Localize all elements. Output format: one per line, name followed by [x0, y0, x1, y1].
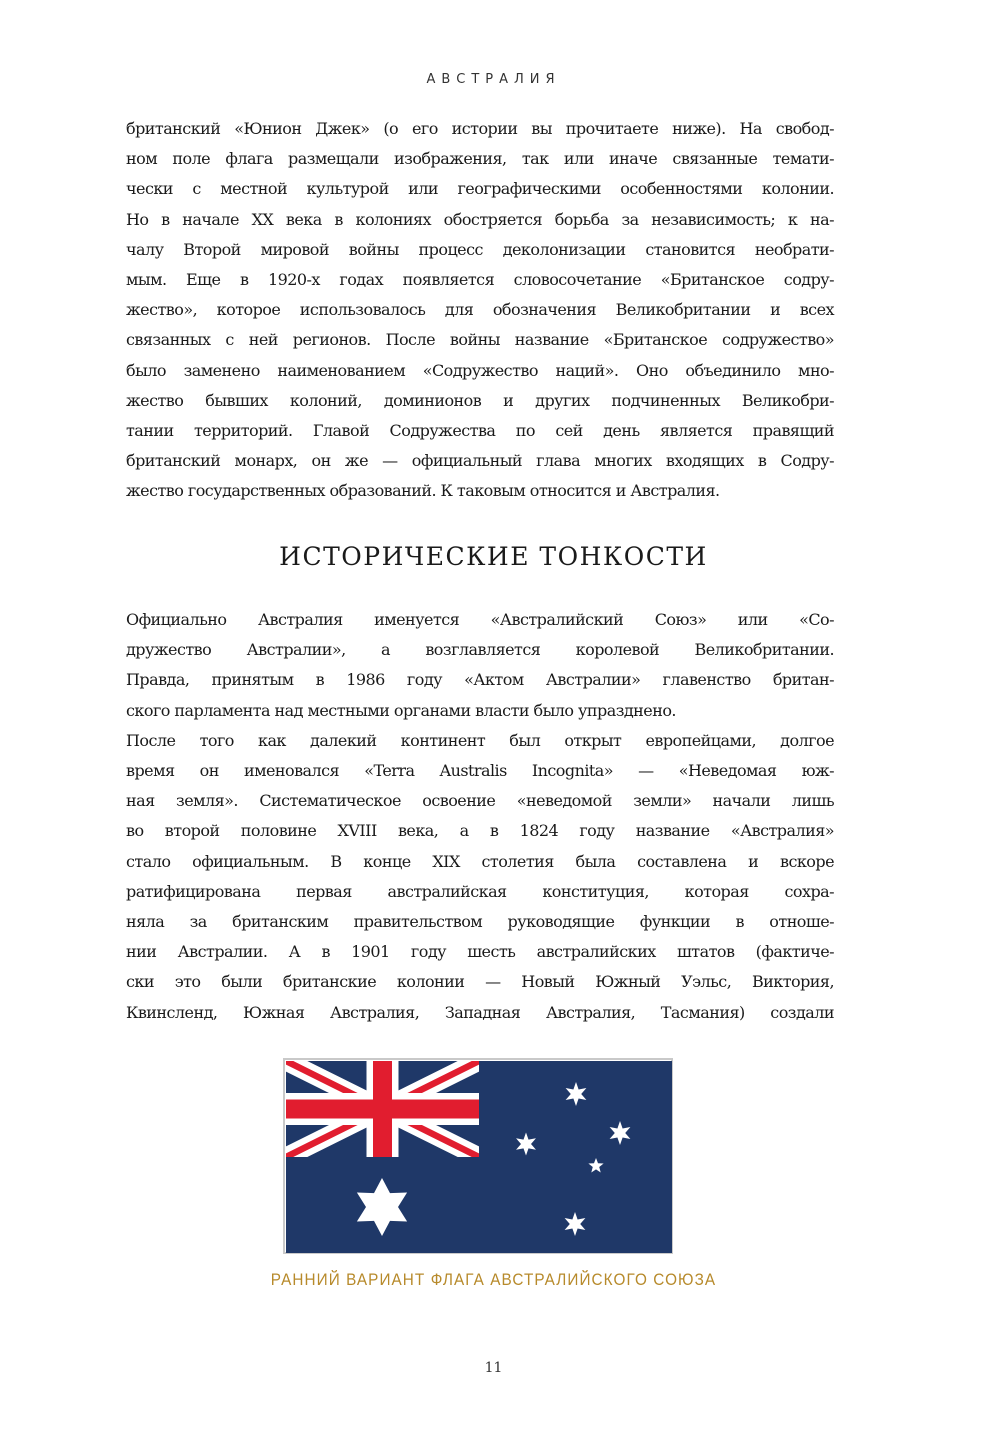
text-line: жество», которое использовалось для обозначения Великобритании и всех	[126, 300, 834, 320]
flag-illustration	[283, 1058, 673, 1254]
text-line: Официально Австралия именуется «Австралийский Союз» или «Со-	[126, 610, 834, 629]
text-line: стало официальным. В конце XIX столетия была составлена и вскоре	[126, 851, 834, 871]
text-line: ского парламента над местными органами власти было упразднено.	[126, 700, 676, 720]
section-heading: ИСТОРИЧЕСКИЕ ТОНКОСТИ	[279, 542, 708, 571]
text-line: чалу Второй мировой войны процесс деколонизации становится необрати-	[126, 239, 834, 259]
union-jack-canton	[286, 1061, 479, 1157]
page-number: 11	[484, 1360, 503, 1376]
text-line: мым. Еще в 1920-х годах появляется словосочетание «Британское содру-	[126, 270, 834, 290]
figure-caption: РАННИЙ ВАРИАНТ ФЛАГА АВСТРАЛИЙСКОГО СОЮЗА	[270, 1270, 717, 1289]
text-line: Квинсленд, Южная Австралия, Западная Австралия, Тасмания) создали	[126, 1002, 834, 1022]
text-line: британский монарх, он же — официальный глава многих входящих в Содру-	[126, 451, 834, 471]
text-line: ратифицирована первая австралийская конституция, которая сохра-	[126, 881, 834, 901]
text-line: дружество Австралии», а возглавляется королевой Великобритании.	[126, 640, 834, 660]
text-line: жество государственных образований. К таковым относится и Австралия.	[126, 481, 720, 501]
text-line: Но в начале XX века в колониях обостряется борьба за независимость; к на-	[126, 209, 834, 229]
text-line: жество бывших колоний, доминионов и других подчиненных Великобри-	[126, 390, 834, 410]
running-head: АВСТРАЛИЯ	[426, 72, 561, 87]
text-line: чески с местной культурой или географическими особенностями колонии.	[126, 179, 834, 199]
text-line: нии Австралии. А в 1901 году шесть австралийских штатов (фактиче-	[126, 942, 834, 962]
text-line: После того как далекий континент был открыт европейцами, долгое	[126, 730, 834, 750]
text-line: Правда, принятым в 1986 году «Актом Австралии» главенство британ-	[126, 670, 834, 690]
text-line: ски это были британские колонии — Новый Южный Уэльс, Виктория,	[126, 972, 834, 992]
text-line: тании территорий. Главой Содружества по сей день является правящий	[126, 421, 834, 441]
text-line: британский «Юнион Джек» (о его истории вы прочитаете ниже). На свобод-	[126, 119, 834, 138]
text-line: связанных с ней регионов. После войны название «Британское содружество»	[126, 330, 834, 350]
text-line: няла за британским правительством руководящие функции в отноше-	[126, 912, 834, 932]
text-line: время он именовался «Terra Australis Incognita» — «Неведомая юж-	[126, 761, 834, 781]
text-line: ном поле флага размещали изображения, так или иначе связанные темати-	[126, 149, 834, 169]
text-line: во второй половине XVIII века, а в 1824 году название «Австралия»	[126, 821, 834, 841]
paragraph-1	[126, 114, 834, 507]
australian-flag-image	[286, 1061, 672, 1253]
text-line: ная земля». Систематическое освоение «неведомой земли» начали лишь	[126, 791, 834, 811]
text-line: было заменено наименованием «Содружество наций». Оно объединило мно-	[126, 360, 834, 380]
paragraph-2	[126, 605, 834, 1028]
